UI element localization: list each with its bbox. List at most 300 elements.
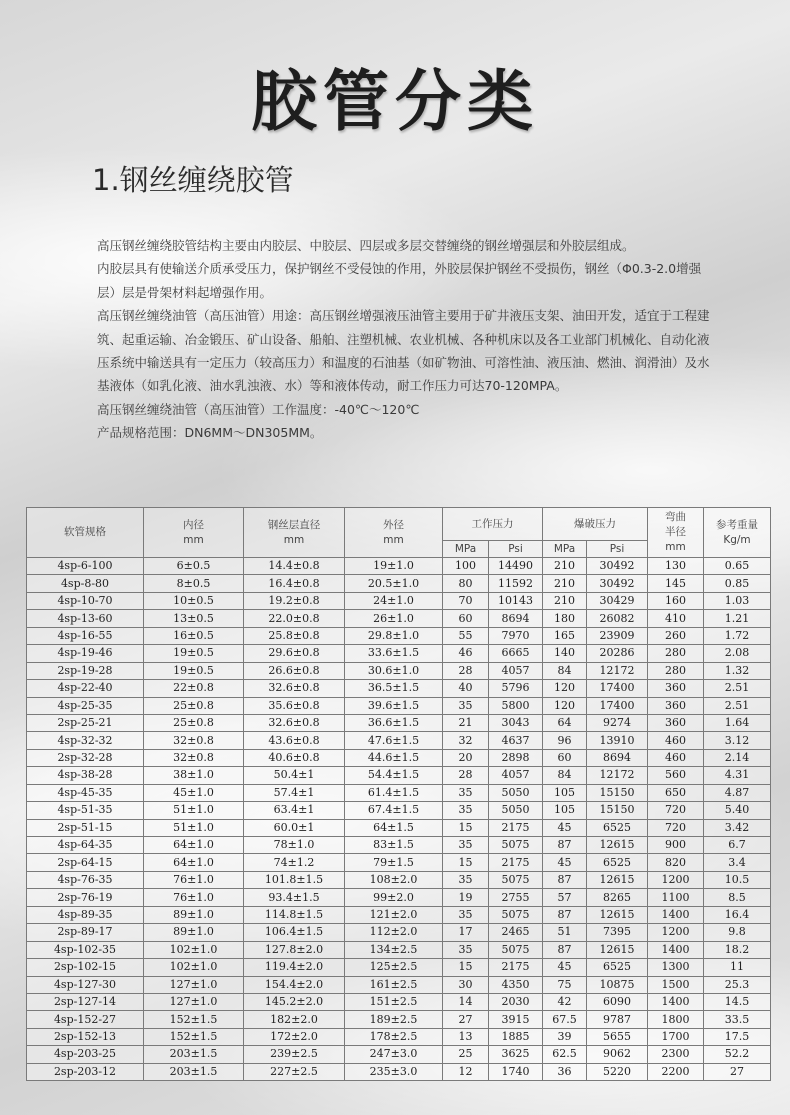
cell-working-psi: 5796: [489, 680, 543, 697]
cell-wire-diameter: 32.6±0.8: [244, 714, 345, 731]
cell-burst-mpa: 51: [543, 924, 587, 941]
cell-inner-diameter: 76±1.0: [144, 871, 244, 888]
cell-spec: 4sp-6-100: [27, 558, 144, 575]
cell-working-psi: 1740: [489, 1063, 543, 1080]
cell-inner-diameter: 102±1.0: [144, 941, 244, 958]
cell-bend-radius: 460: [648, 749, 704, 766]
cell-burst-mpa: 62.5: [543, 1046, 587, 1063]
cell-bend-radius: 145: [648, 575, 704, 592]
cell-working-mpa: 35: [443, 906, 489, 923]
table-row: [27, 802, 771, 819]
cell-ref-weight: 4.31: [704, 767, 771, 784]
cell-wire-diameter: 106.4±1.5: [244, 924, 345, 941]
cell-inner-diameter: 32±0.8: [144, 732, 244, 749]
cell-outer-diameter: 189±2.5: [345, 1011, 443, 1028]
cell-bend-radius: 280: [648, 662, 704, 679]
cell-burst-mpa: 57: [543, 889, 587, 906]
cell-working-mpa: 32: [443, 732, 489, 749]
cell-wire-diameter: 14.4±0.8: [244, 558, 345, 575]
cell-working-mpa: 27: [443, 1011, 489, 1028]
cell-burst-psi: 6525: [587, 854, 648, 871]
cell-outer-diameter: 26±1.0: [345, 610, 443, 627]
cell-bend-radius: 360: [648, 714, 704, 731]
cell-burst-mpa: 45: [543, 819, 587, 836]
cell-outer-diameter: 36.5±1.5: [345, 680, 443, 697]
cell-burst-psi: 8694: [587, 749, 648, 766]
cell-ref-weight: 0.85: [704, 575, 771, 592]
cell-bend-radius: 260: [648, 627, 704, 644]
cell-inner-diameter: 89±1.0: [144, 906, 244, 923]
table-row: [27, 837, 771, 854]
cell-burst-mpa: 180: [543, 610, 587, 627]
cell-ref-weight: 1.64: [704, 714, 771, 731]
cell-working-mpa: 35: [443, 784, 489, 801]
table-row: [27, 645, 771, 662]
cell-ref-weight: 3.4: [704, 854, 771, 871]
cell-bend-radius: 2300: [648, 1046, 704, 1063]
cell-working-mpa: 20: [443, 749, 489, 766]
cell-working-psi: 2175: [489, 819, 543, 836]
cell-ref-weight: 18.2: [704, 941, 771, 958]
cell-burst-psi: 12615: [587, 871, 648, 888]
cell-spec: 2sp-51-15: [27, 819, 144, 836]
cell-wire-diameter: 63.4±1: [244, 802, 345, 819]
paragraph-structure: 高压钢丝缠绕胶管结构主要由内胶层、中胶层、四层或多层交替缠绕的钢丝增强层和外胶层组成。: [97, 238, 635, 253]
table-row: [27, 627, 771, 644]
cell-burst-mpa: 45: [543, 959, 587, 976]
cell-burst-mpa: 210: [543, 558, 587, 575]
paragraph-temperature: 高压钢丝缠绕油管（高压油管）工作温度：-40℃～120℃: [97, 401, 420, 417]
cell-burst-mpa: 105: [543, 784, 587, 801]
cell-outer-diameter: 36.6±1.5: [345, 714, 443, 731]
cell-burst-psi: 5655: [587, 1028, 648, 1045]
cell-bend-radius: 720: [648, 819, 704, 836]
cell-burst-psi: 10875: [587, 976, 648, 993]
cell-burst-psi: 12172: [587, 767, 648, 784]
cell-spec: 4sp-32-32: [27, 732, 144, 749]
cell-ref-weight: 8.5: [704, 889, 771, 906]
header-bend-radius-unit: mm: [665, 541, 686, 553]
cell-working-psi: 4350: [489, 976, 543, 993]
cell-working-mpa: 15: [443, 819, 489, 836]
cell-bend-radius: 650: [648, 784, 704, 801]
cell-wire-diameter: 239±2.5: [244, 1046, 345, 1063]
cell-bend-radius: 1100: [648, 889, 704, 906]
cell-bend-radius: 2200: [648, 1063, 704, 1080]
cell-outer-diameter: 178±2.5: [345, 1028, 443, 1045]
cell-outer-diameter: 125±2.5: [345, 959, 443, 976]
header-ref-weight: [704, 508, 771, 558]
cell-wire-diameter: 145.2±2.0: [244, 993, 345, 1010]
cell-burst-mpa: 84: [543, 767, 587, 784]
header-wire-diameter-label: 钢丝层直径: [267, 518, 321, 531]
cell-inner-diameter: 102±1.0: [144, 959, 244, 976]
cell-wire-diameter: 40.6±0.8: [244, 749, 345, 766]
cell-burst-psi: 9062: [587, 1046, 648, 1063]
cell-wire-diameter: 60.0±1: [244, 819, 345, 836]
cell-working-mpa: 35: [443, 697, 489, 714]
cell-outer-diameter: 44.6±1.5: [345, 749, 443, 766]
table-row: [27, 784, 771, 801]
cell-burst-mpa: 42: [543, 993, 587, 1010]
cell-working-mpa: 60: [443, 610, 489, 627]
cell-outer-diameter: 61.4±1.5: [345, 784, 443, 801]
cell-working-psi: 4057: [489, 662, 543, 679]
cell-working-mpa: 28: [443, 767, 489, 784]
cell-bend-radius: 900: [648, 837, 704, 854]
cell-working-psi: 5075: [489, 941, 543, 958]
cell-spec: 4sp-203-25: [27, 1046, 144, 1063]
cell-inner-diameter: 203±1.5: [144, 1046, 244, 1063]
header-working-mpa: MPa: [443, 541, 489, 558]
cell-working-psi: 4057: [489, 767, 543, 784]
spec-table-body: [27, 558, 771, 1081]
header-burst-mpa: MPa: [543, 541, 587, 558]
cell-working-psi: 5050: [489, 802, 543, 819]
cell-working-mpa: 17: [443, 924, 489, 941]
cell-burst-mpa: 210: [543, 592, 587, 609]
cell-ref-weight: 3.12: [704, 732, 771, 749]
table-row: [27, 976, 771, 993]
cell-inner-diameter: 76±1.0: [144, 889, 244, 906]
cell-wire-diameter: 22.0±0.8: [244, 610, 345, 627]
cell-ref-weight: 16.4: [704, 906, 771, 923]
cell-wire-diameter: 29.6±0.8: [244, 645, 345, 662]
cell-working-mpa: 28: [443, 662, 489, 679]
cell-inner-diameter: 38±1.0: [144, 767, 244, 784]
cell-inner-diameter: 25±0.8: [144, 714, 244, 731]
cell-bend-radius: 160: [648, 592, 704, 609]
cell-bend-radius: 1400: [648, 941, 704, 958]
cell-spec: 4sp-19-46: [27, 645, 144, 662]
cell-outer-diameter: 108±2.0: [345, 871, 443, 888]
cell-spec: 4sp-45-35: [27, 784, 144, 801]
cell-ref-weight: 6.7: [704, 837, 771, 854]
cell-outer-diameter: 24±1.0: [345, 592, 443, 609]
cell-bend-radius: 460: [648, 732, 704, 749]
cell-burst-psi: 12615: [587, 837, 648, 854]
table-row: [27, 610, 771, 627]
cell-wire-diameter: 74±1.2: [244, 854, 345, 871]
cell-outer-diameter: 20.5±1.0: [345, 575, 443, 592]
paragraph-layers: 内胶层具有使输送介质承受压力，保护钢丝不受侵蚀的作用，外胶层保护钢丝不受损伤，钢丝（Φ0.3-2.0增强层）层是骨架材料起增强作用。: [97, 261, 702, 300]
cell-working-mpa: 13: [443, 1028, 489, 1045]
cell-ref-weight: 4.87: [704, 784, 771, 801]
cell-wire-diameter: 78±1.0: [244, 837, 345, 854]
cell-outer-diameter: 47.6±1.5: [345, 732, 443, 749]
table-row: [27, 1028, 771, 1045]
cell-inner-diameter: 16±0.5: [144, 627, 244, 644]
cell-bend-radius: 560: [648, 767, 704, 784]
cell-ref-weight: 27: [704, 1063, 771, 1080]
cell-burst-psi: 30492: [587, 558, 648, 575]
cell-ref-weight: 1.72: [704, 627, 771, 644]
cell-burst-psi: 12172: [587, 662, 648, 679]
header-inner-diameter: [144, 508, 244, 558]
cell-burst-mpa: 87: [543, 906, 587, 923]
table-row: [27, 575, 771, 592]
cell-spec: 4sp-10-70: [27, 592, 144, 609]
cell-spec: 4sp-16-55: [27, 627, 144, 644]
header-outer-diameter-label: 外径: [383, 518, 404, 531]
cell-wire-diameter: 25.8±0.8: [244, 627, 345, 644]
cell-working-mpa: 30: [443, 976, 489, 993]
paragraph-usage: 高压钢丝缠绕油管（高压油管）用途：高压钢丝增强液压油管主要用于矿井液压支架、油田开发，适宜于工程建筑、起重运输、冶金锻压、矿山设备、船舶、注塑机械、农业机械、各种机床以及各工业部门机械化、自动化液压系统中输送具有一定压力（较高压力）和温度的石油基（如矿物油、可溶性油、液压油、燃油、润滑油）及水基液体（如乳化液、油水乳浊液、水）等和液体传动，耐工作压力可达70-120MPA。: [97, 308, 710, 394]
cell-bend-radius: 280: [648, 645, 704, 662]
cell-ref-weight: 0.65: [704, 558, 771, 575]
cell-burst-psi: 26082: [587, 610, 648, 627]
header-inner-diameter-unit: mm: [183, 533, 204, 546]
table-row: [27, 680, 771, 697]
header-inner-diameter-label: 内径: [183, 518, 204, 531]
cell-working-psi: 5050: [489, 784, 543, 801]
cell-spec: 2sp-89-17: [27, 924, 144, 941]
cell-burst-mpa: 84: [543, 662, 587, 679]
cell-working-psi: 8694: [489, 610, 543, 627]
cell-burst-mpa: 67.5: [543, 1011, 587, 1028]
cell-wire-diameter: 119.4±2.0: [244, 959, 345, 976]
cell-wire-diameter: 114.8±1.5: [244, 906, 345, 923]
cell-spec: 2sp-152-13: [27, 1028, 144, 1045]
cell-bend-radius: 820: [648, 854, 704, 871]
cell-burst-mpa: 64: [543, 714, 587, 731]
cell-burst-mpa: 87: [543, 871, 587, 888]
cell-outer-diameter: 151±2.5: [345, 993, 443, 1010]
cell-burst-psi: 8265: [587, 889, 648, 906]
cell-outer-diameter: 121±2.0: [345, 906, 443, 923]
cell-bend-radius: 1300: [648, 959, 704, 976]
cell-working-mpa: 35: [443, 941, 489, 958]
cell-spec: 2sp-32-28: [27, 749, 144, 766]
cell-burst-psi: 6090: [587, 993, 648, 1010]
cell-outer-diameter: 39.6±1.5: [345, 697, 443, 714]
header-wire-diameter: [244, 508, 345, 558]
table-row: [27, 906, 771, 923]
cell-outer-diameter: 161±2.5: [345, 976, 443, 993]
cell-burst-mpa: 87: [543, 837, 587, 854]
cell-inner-diameter: 51±1.0: [144, 819, 244, 836]
cell-burst-mpa: 140: [543, 645, 587, 662]
cell-wire-diameter: 26.6±0.8: [244, 662, 345, 679]
cell-spec: 2sp-76-19: [27, 889, 144, 906]
cell-inner-diameter: 127±1.0: [144, 976, 244, 993]
cell-spec: 4sp-13-60: [27, 610, 144, 627]
cell-ref-weight: 2.08: [704, 645, 771, 662]
cell-working-psi: 3625: [489, 1046, 543, 1063]
table-row: [27, 959, 771, 976]
table-row: [27, 871, 771, 888]
cell-burst-mpa: 36: [543, 1063, 587, 1080]
cell-outer-diameter: 99±2.0: [345, 889, 443, 906]
cell-ref-weight: 10.5: [704, 871, 771, 888]
cell-spec: 4sp-102-35: [27, 941, 144, 958]
cell-burst-psi: 15150: [587, 802, 648, 819]
cell-working-mpa: 35: [443, 837, 489, 854]
cell-outer-diameter: 79±1.5: [345, 854, 443, 871]
cell-working-psi: 2755: [489, 889, 543, 906]
cell-burst-mpa: 210: [543, 575, 587, 592]
cell-outer-diameter: 29.8±1.0: [345, 627, 443, 644]
table-row: [27, 732, 771, 749]
cell-burst-mpa: 75: [543, 976, 587, 993]
cell-ref-weight: 25.3: [704, 976, 771, 993]
cell-working-psi: 5075: [489, 871, 543, 888]
cell-wire-diameter: 43.6±0.8: [244, 732, 345, 749]
header-bend-radius: [648, 508, 704, 558]
cell-spec: 4sp-127-30: [27, 976, 144, 993]
cell-working-mpa: 19: [443, 889, 489, 906]
cell-ref-weight: 33.5: [704, 1011, 771, 1028]
header-burst-pressure: 爆破压力: [543, 508, 648, 541]
header-working-pressure: 工作压力: [443, 508, 543, 541]
cell-inner-diameter: 19±0.5: [144, 645, 244, 662]
cell-wire-diameter: 57.4±1: [244, 784, 345, 801]
cell-burst-psi: 30492: [587, 575, 648, 592]
cell-ref-weight: 52.2: [704, 1046, 771, 1063]
cell-burst-mpa: 120: [543, 697, 587, 714]
cell-burst-psi: 23909: [587, 627, 648, 644]
cell-wire-diameter: 19.2±0.8: [244, 592, 345, 609]
cell-burst-psi: 20286: [587, 645, 648, 662]
cell-wire-diameter: 172±2.0: [244, 1028, 345, 1045]
cell-burst-psi: 13910: [587, 732, 648, 749]
table-row: [27, 749, 771, 766]
table-row: [27, 819, 771, 836]
cell-inner-diameter: 32±0.8: [144, 749, 244, 766]
table-row: [27, 662, 771, 679]
cell-inner-diameter: 6±0.5: [144, 558, 244, 575]
cell-spec: 4sp-152-27: [27, 1011, 144, 1028]
cell-inner-diameter: 152±1.5: [144, 1011, 244, 1028]
cell-wire-diameter: 93.4±1.5: [244, 889, 345, 906]
cell-spec: 4sp-64-35: [27, 837, 144, 854]
cell-working-mpa: 46: [443, 645, 489, 662]
cell-spec: 2sp-203-12: [27, 1063, 144, 1080]
cell-wire-diameter: 50.4±1: [244, 767, 345, 784]
table-row: [27, 924, 771, 941]
cell-working-psi: 3043: [489, 714, 543, 731]
cell-burst-psi: 15150: [587, 784, 648, 801]
spec-table-container: [26, 507, 770, 1081]
cell-burst-mpa: 105: [543, 802, 587, 819]
cell-spec: 4sp-76-35: [27, 871, 144, 888]
cell-outer-diameter: 83±1.5: [345, 837, 443, 854]
cell-working-psi: 4637: [489, 732, 543, 749]
cell-working-psi: 2175: [489, 959, 543, 976]
table-row: [27, 889, 771, 906]
description: [97, 234, 717, 445]
cell-working-mpa: 100: [443, 558, 489, 575]
cell-inner-diameter: 22±0.8: [144, 680, 244, 697]
cell-spec: 2sp-102-15: [27, 959, 144, 976]
cell-spec: 4sp-89-35: [27, 906, 144, 923]
header-ref-weight-label: 参考重量: [716, 518, 758, 531]
cell-working-psi: 5075: [489, 906, 543, 923]
cell-working-mpa: 21: [443, 714, 489, 731]
cell-wire-diameter: 35.6±0.8: [244, 697, 345, 714]
cell-bend-radius: 1700: [648, 1028, 704, 1045]
paragraph-spec-range: 产品规格范围：DN6MM～DN305MM。: [97, 425, 323, 441]
cell-spec: 2sp-64-15: [27, 854, 144, 871]
cell-burst-psi: 17400: [587, 680, 648, 697]
cell-burst-psi: 6525: [587, 959, 648, 976]
page-title: 胶管分类: [251, 63, 539, 140]
cell-working-mpa: 40: [443, 680, 489, 697]
cell-spec: 4sp-8-80: [27, 575, 144, 592]
cell-ref-weight: 2.51: [704, 697, 771, 714]
table-row: [27, 558, 771, 575]
cell-working-mpa: 80: [443, 575, 489, 592]
header-bend-radius-line1: 弯曲: [665, 511, 686, 523]
header-outer-diameter-unit: mm: [383, 533, 404, 546]
cell-burst-psi: 5220: [587, 1063, 648, 1080]
cell-ref-weight: 17.5: [704, 1028, 771, 1045]
cell-burst-psi: 6525: [587, 819, 648, 836]
table-row: [27, 697, 771, 714]
cell-outer-diameter: 19±1.0: [345, 558, 443, 575]
cell-bend-radius: 360: [648, 680, 704, 697]
cell-bend-radius: 1200: [648, 924, 704, 941]
cell-working-psi: 6665: [489, 645, 543, 662]
header-bend-radius-line2: 半径: [665, 526, 686, 538]
cell-working-psi: 7970: [489, 627, 543, 644]
cell-outer-diameter: 235±3.0: [345, 1063, 443, 1080]
cell-burst-mpa: 165: [543, 627, 587, 644]
header-wire-diameter-unit: mm: [283, 533, 305, 546]
cell-inner-diameter: 19±0.5: [144, 662, 244, 679]
cell-burst-mpa: 60: [543, 749, 587, 766]
header-working-psi: Psi: [489, 541, 543, 558]
cell-burst-mpa: 96: [543, 732, 587, 749]
cell-working-mpa: 70: [443, 592, 489, 609]
cell-outer-diameter: 64±1.5: [345, 819, 443, 836]
cell-inner-diameter: 51±1.0: [144, 802, 244, 819]
cell-working-psi: 5075: [489, 837, 543, 854]
cell-working-mpa: 15: [443, 854, 489, 871]
cell-working-psi: 2030: [489, 993, 543, 1010]
cell-working-psi: 1885: [489, 1028, 543, 1045]
cell-burst-psi: 30429: [587, 592, 648, 609]
cell-working-mpa: 25: [443, 1046, 489, 1063]
cell-outer-diameter: 30.6±1.0: [345, 662, 443, 679]
cell-outer-diameter: 112±2.0: [345, 924, 443, 941]
cell-inner-diameter: 64±1.0: [144, 837, 244, 854]
table-row: [27, 854, 771, 871]
cell-working-psi: 14490: [489, 558, 543, 575]
cell-spec: 4sp-25-35: [27, 697, 144, 714]
cell-ref-weight: 1.32: [704, 662, 771, 679]
cell-working-psi: 5800: [489, 697, 543, 714]
spec-table: [26, 507, 771, 1081]
cell-wire-diameter: 101.8±1.5: [244, 871, 345, 888]
cell-bend-radius: 1400: [648, 993, 704, 1010]
header-spec: 软管规格: [27, 508, 144, 558]
cell-inner-diameter: 152±1.5: [144, 1028, 244, 1045]
table-row: [27, 1046, 771, 1063]
cell-working-psi: 3915: [489, 1011, 543, 1028]
cell-wire-diameter: 182±2.0: [244, 1011, 345, 1028]
cell-burst-psi: 7395: [587, 924, 648, 941]
cell-working-psi: 2898: [489, 749, 543, 766]
cell-burst-mpa: 39: [543, 1028, 587, 1045]
table-row: [27, 941, 771, 958]
cell-ref-weight: 2.14: [704, 749, 771, 766]
cell-burst-psi: 12615: [587, 906, 648, 923]
cell-bend-radius: 360: [648, 697, 704, 714]
cell-burst-psi: 9787: [587, 1011, 648, 1028]
table-row: [27, 1011, 771, 1028]
cell-working-psi: 10143: [489, 592, 543, 609]
